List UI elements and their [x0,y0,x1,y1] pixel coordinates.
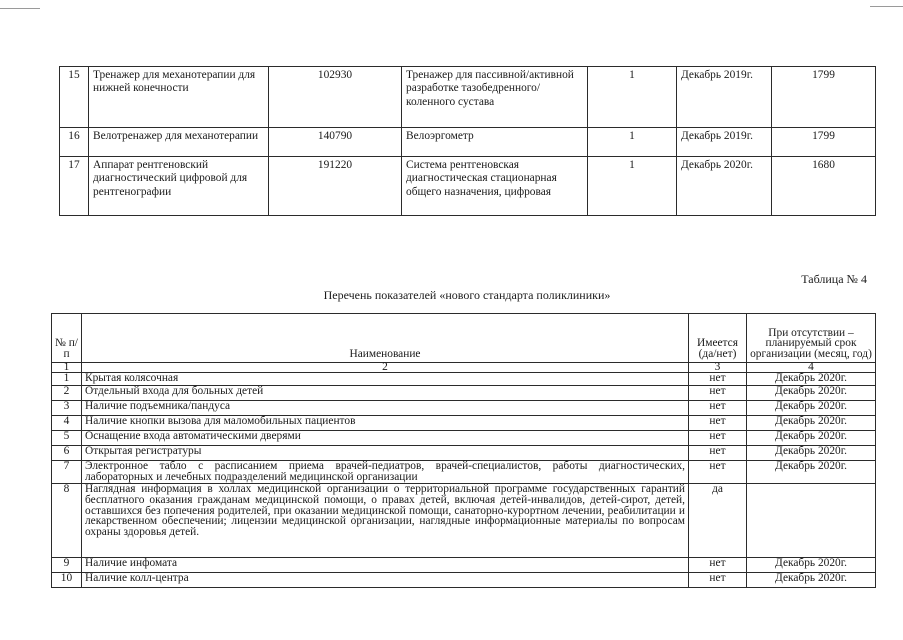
indicator-name: Отдельный входа для больных детей [82,386,689,401]
table-row [60,67,876,128]
column-numbers-row [52,363,876,373]
row-number: 17 [60,157,89,216]
indicator-name: Наличие подъемника/пандуса [82,401,689,416]
table-row [52,461,876,484]
equipment-description: Велоэргометр [402,128,588,157]
indicator-planned: Декабрь 2020г. [747,373,876,386]
table-row [60,157,876,216]
row-number: 9 [52,558,82,573]
table-number-label: Таблица № 4 [801,272,867,286]
table-row [52,431,876,446]
column-number: 3 [689,363,747,373]
indicator-available: нет [689,558,747,573]
table-header-row [52,314,876,363]
indicator-planned: Декабрь 2020г. [747,573,876,588]
equipment-quantity: 1 [588,128,677,157]
equipment-code: 140790 [269,128,402,157]
equipment-code: 191220 [269,157,402,216]
table-row [52,446,876,461]
equipment-table [59,66,876,216]
column-number: 1 [52,363,82,373]
equipment-sum: 1680 [772,157,876,216]
row-number: 4 [52,416,82,431]
row-number: 16 [60,128,89,157]
indicator-planned: Декабрь 2020г. [747,386,876,401]
equipment-description: Тренажер для пассивной/активной разработке тазобедренного/коленного сустава [402,67,588,128]
header-name: Наименование [82,314,689,363]
row-number: 2 [52,386,82,401]
indicator-name: Электронное табло с расписанием приема врачей-педиатров, врачей-специалистов, работы диагностических, лабораторных и лечебных подразделений медицинской организации [82,461,689,484]
row-number: 7 [52,461,82,484]
indicator-name: Открытая регистратуры [82,446,689,461]
scan-edge-line-right [870,6,903,7]
indicator-name: Оснащение входа автоматическими дверями [82,431,689,446]
table-row [52,484,876,558]
column-number: 2 [82,363,689,373]
equipment-sum: 1799 [772,67,876,128]
row-number: 3 [52,401,82,416]
equipment-code: 102930 [269,67,402,128]
indicator-available: нет [689,446,747,461]
indicator-available: нет [689,461,747,484]
row-number: 10 [52,573,82,588]
equipment-date: Декабрь 2019г. [677,128,772,157]
indicator-available: нет [689,373,747,386]
indicator-planned: Декабрь 2020г. [747,461,876,484]
row-number: 8 [52,484,82,558]
equipment-quantity: 1 [588,67,677,128]
row-number: 5 [52,431,82,446]
equipment-date: Декабрь 2019г. [677,67,772,128]
equipment-date: Декабрь 2020г. [677,157,772,216]
table-title: Перечень показателей «нового стандарта поликлиники» [323,288,611,302]
indicator-available: нет [689,431,747,446]
table-row [52,386,876,401]
indicator-planned: Декабрь 2020г. [747,401,876,416]
indicator-planned: Декабрь 2020г. [747,416,876,431]
table-row [60,128,876,157]
indicator-name: Наличие колл-центра [82,573,689,588]
row-number: 6 [52,446,82,461]
header-planned: При отсутствии – планируемый срок организации (месяц, год) [747,314,876,363]
equipment-name: Аппарат рентгеновский диагностический цифровой для рентгенографии [89,157,269,216]
equipment-name: Велотренажер для механотерапии [89,128,269,157]
table-row [52,373,876,386]
header-number: № п/п [52,314,82,363]
equipment-name: Тренажер для механотерапии для нижней конечности [89,67,269,128]
indicator-available: нет [689,386,747,401]
column-number: 4 [747,363,876,373]
indicator-available: нет [689,573,747,588]
indicator-name: Наличие инфомата [82,558,689,573]
table-row [52,558,876,573]
equipment-sum: 1799 [772,128,876,157]
scan-edge-line-left [0,8,40,9]
indicator-name: Крытая колясочная [82,373,689,386]
indicator-planned: Декабрь 2020г. [747,558,876,573]
indicators-table [51,313,876,588]
indicator-available: да [689,484,747,558]
indicator-available: нет [689,401,747,416]
equipment-description: Система рентгеновская диагностическая стационарная общего назначения, цифровая [402,157,588,216]
indicator-name: Наглядная информация в холлах медицинской организации о территориальной программе государственных гарантий бесплатного оказания гражданам медицинской помощи, о правах детей, включая детей-инвалидов, детей-сирот, детей, оставшихся без попечения родителей, при оказании медицинской помощи, санаторно-курортном лечении, реабилитации и лекарственном обеспечении; лицензии медицинской организации, наглядные информационные материалы по вопросам охраны здоровья детей. [82,484,689,558]
table-row [52,573,876,588]
row-number: 1 [52,373,82,386]
table-row [52,416,876,431]
indicator-planned [747,484,876,558]
indicator-planned: Декабрь 2020г. [747,446,876,461]
table-row [52,401,876,416]
indicator-name: Наличие кнопки вызова для маломобильных пациентов [82,416,689,431]
equipment-quantity: 1 [588,157,677,216]
row-number: 15 [60,67,89,128]
indicator-planned: Декабрь 2020г. [747,431,876,446]
header-available: Имеется (да/нет) [689,314,747,363]
indicator-available: нет [689,416,747,431]
